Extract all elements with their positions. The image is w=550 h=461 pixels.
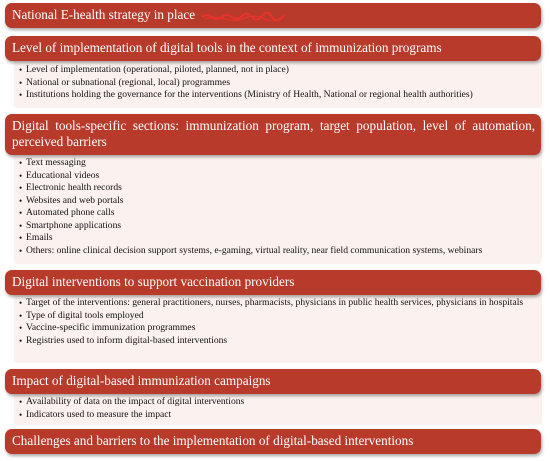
list-item: • Registries used to inform digital-based interventions	[19, 334, 228, 346]
bullet-list	[14, 157, 542, 257]
section-title: National E-health strategy in place	[12, 7, 196, 22]
list-item: • Educational videos	[19, 169, 100, 181]
list-item: • Automated phone calls	[19, 207, 115, 218]
section-header-vaccination-providers	[5, 270, 541, 295]
list-item: • Level of implementation (operational, piloted, planned, not in place)	[19, 64, 289, 75]
bullet-icon: •	[19, 310, 23, 321]
bullet-icon: •	[19, 335, 23, 346]
section-panel-implementation-level	[14, 56, 542, 108]
section-title: Challenges and barriers to the implementation of digital-based interventions	[12, 433, 414, 448]
list-item: • Vaccine-specific immunization programmes	[19, 322, 196, 333]
list-item: • Indicators used to measure the impact	[19, 408, 172, 420]
list-item: • Electronic health records	[19, 182, 122, 193]
bullet-icon: •	[19, 170, 23, 181]
section-header-national-ehealth	[5, 3, 541, 28]
bullet-icon: •	[19, 208, 23, 218]
list-item: • Text messaging	[19, 157, 86, 168]
list-item: • Smartphone applications	[19, 219, 122, 231]
list-item: • Emails	[19, 232, 53, 243]
bullet-list	[14, 64, 542, 102]
bullet-icon: •	[19, 90, 23, 100]
section-header-implementation-level	[5, 36, 541, 61]
section-header-digital-tools	[5, 114, 541, 155]
list-item: • Others: online clinical decision support systems, e-gaming, virtual reality, near field communication systems, webinars	[19, 244, 483, 256]
section-panel-impact	[14, 389, 542, 425]
bullet-icon: •	[19, 397, 23, 407]
section-title: Level of implementation of digital tools in the context of immunization programs	[12, 40, 442, 55]
bullet-icon: •	[19, 409, 23, 420]
bullet-icon: •	[19, 323, 23, 333]
section-header-challenges	[5, 429, 541, 454]
bullet-list	[14, 396, 542, 421]
list-item: • Websites and web portals	[19, 194, 124, 206]
bullet-icon: •	[19, 298, 23, 308]
bullet-icon: •	[19, 158, 23, 168]
bullet-icon: •	[19, 195, 23, 206]
bullet-icon: •	[19, 65, 23, 75]
bullet-icon: •	[19, 77, 23, 88]
bullet-icon: •	[19, 233, 23, 243]
list-item: • National or subnational (regional, local) programmes	[19, 76, 231, 88]
section-title: Digital interventions to support vaccination providers	[12, 274, 295, 289]
section-title: Digital tools-specific sections: immunization program, target population, level of automation, perceived barriers	[12, 118, 535, 149]
bullet-icon: •	[19, 220, 23, 231]
section-title: Impact of digital-based immunization campaigns	[12, 373, 271, 388]
list-item: • Type of digital tools employed	[19, 309, 144, 321]
bullet-icon: •	[19, 245, 23, 256]
list-item: • Target of the interventions: general practitioners, nurses, pharmacists, physicians in public health services, physicians in hospitals	[19, 297, 524, 308]
bullet-icon: •	[19, 183, 23, 193]
list-item: • Availability of data on the impact of digital interventions	[19, 396, 245, 407]
section-panel-vaccination-providers	[14, 290, 542, 363]
bullet-list	[14, 297, 542, 347]
section-panel-digital-tools	[14, 150, 542, 264]
red-scribble-mark	[201, 11, 285, 21]
list-item: • Institutions holding the governance for the interventions (Ministry of Health, National or regional health authorities)	[19, 89, 473, 100]
section-header-impact	[5, 369, 541, 394]
